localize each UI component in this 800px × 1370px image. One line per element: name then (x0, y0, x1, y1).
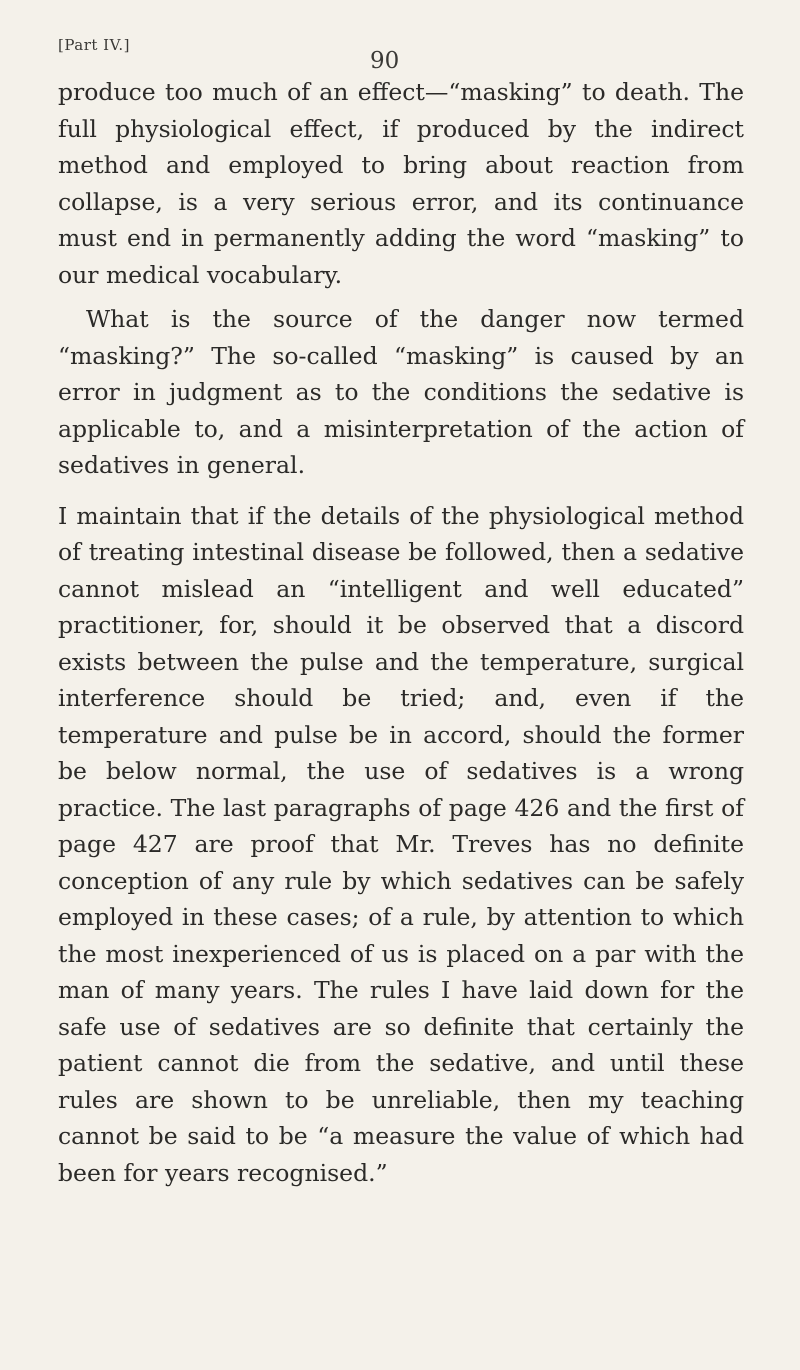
page-number: 90 (370, 48, 400, 74)
paragraph-2: What is the source of the danger now termed “masking?” The so-called “masking” is caused by an error in judgment as to the conditions the sedative is applicable to, and a misinterpretation of the action of sedatives in general. (58, 305, 744, 479)
body-text (58, 74, 744, 1191)
paragraph-3: I maintain that if the details of the physiological method of treating intestinal disease be followed, then a sedative cannot mislead an “intelligent and well educated” practitioner, for, should it be observed that a discord exists between the pulse and the temperature, surgical interference should be tried; and, even if the temperature and pulse be in accord, should the former be below normal, the use of sedatives is a wrong practice. The last paragraphs of page 426 and the first of page 427 are proof that Mr. Treves has no definite conception of any rule by which sedatives can be safely employed in these cases; of a rule, by attention to which the most inexperienced of us is placed on a par with the man of many years. The rules I have laid down for the safe use of sedatives are so definite that certainly the patient cannot die from the sedative, and until these rules are shown to be unreliable, then my teaching cannot be said to be “a measure the value of which had been for years recognised.” (58, 501, 744, 1187)
paragraph-1: produce too much of an effect—“masking” to death. The full physiological effect, if produced by the indirect method and employed to bring about reaction from collapse, is a very serious error, and its continuance must end in permanently adding the word “masking” to our medical vocabulary. (58, 78, 744, 289)
running-head: [Part IV.] (58, 36, 130, 54)
